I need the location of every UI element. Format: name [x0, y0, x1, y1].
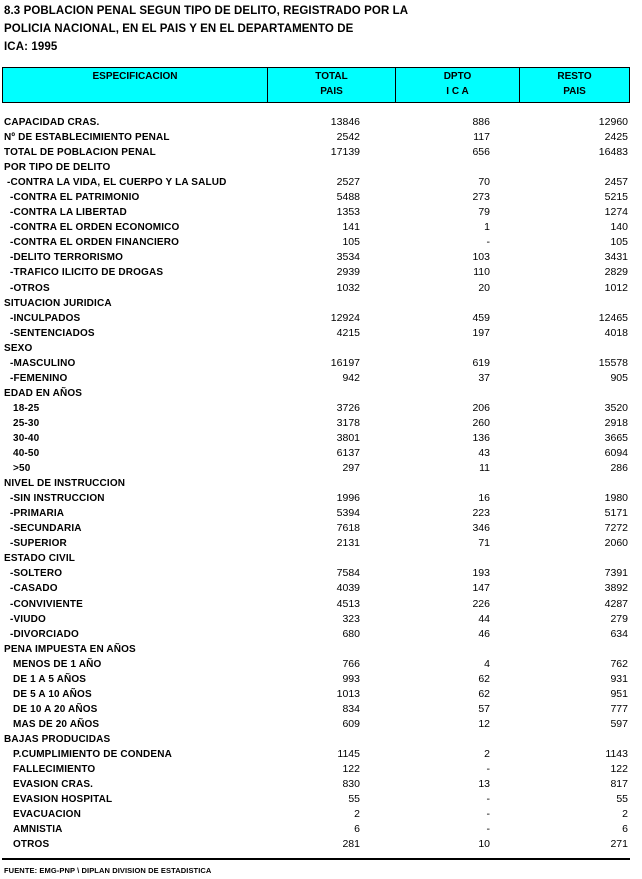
total-pais-value: 16197 [330, 356, 360, 369]
dpto-ica-value: 103 [472, 251, 490, 264]
table-row [0, 551, 642, 566]
row-label: -CONTRA EL ORDEN ECONOMICO [10, 222, 180, 234]
resto-pais-value: 951 [610, 687, 628, 700]
table-row [0, 702, 642, 717]
resto-pais-value: 777 [610, 702, 628, 715]
dpto-ica-value: 46 [478, 627, 490, 640]
table-row [0, 581, 642, 596]
total-pais-value: 4215 [336, 326, 360, 339]
row-label: CAPACIDAD CRAS. [4, 117, 100, 128]
total-pais-value: 6137 [336, 447, 360, 460]
total-pais-value: 830 [342, 778, 360, 791]
row-label: -TRAFICO ILICITO DE DROGAS [10, 267, 164, 279]
resto-pais-value: 122 [610, 763, 628, 776]
table-row [0, 566, 642, 581]
dpto-ica-value: 70 [478, 176, 490, 189]
total-pais-value: 105 [342, 236, 360, 249]
dpto-ica-value: 71 [478, 537, 490, 550]
row-label: BAJAS PRODUCIDAS [4, 733, 111, 745]
row-label: -SIN INSTRUCCION [10, 493, 105, 505]
table-row [0, 672, 642, 687]
total-pais-value: 1013 [336, 687, 360, 700]
row-label: -DELITO TERRORISMO [10, 252, 124, 264]
table-row [0, 401, 642, 416]
table-row [0, 311, 642, 326]
row-label: -PRIMARIA [10, 508, 65, 520]
table-title [4, 2, 434, 56]
dpto-ica-value: 1 [484, 221, 490, 234]
total-pais-value: 2527 [336, 176, 360, 189]
total-pais-value: 7618 [336, 522, 360, 535]
total-pais-value: 17139 [330, 146, 360, 159]
resto-pais-value: 2829 [604, 266, 628, 279]
row-label: NIVEL DE INSTRUCCION [4, 478, 126, 490]
dpto-ica-value: 147 [472, 582, 490, 595]
resto-pais-value: 140 [610, 221, 628, 234]
resto-pais-value: 105 [610, 236, 628, 249]
row-label: -CONTRA LA LIBERTAD [10, 207, 127, 219]
dpto-ica-value: 346 [472, 522, 490, 535]
resto-pais-value: 2060 [604, 537, 628, 550]
table-row [0, 175, 642, 190]
row-label: AMNISTIA [13, 824, 63, 836]
dpto-ica-value: 459 [472, 311, 490, 324]
header-especificacion: ESPECIFICACION [92, 71, 178, 82]
table-bottom-rule [2, 858, 630, 860]
dpto-ica-value: - [486, 793, 490, 806]
table-header [2, 67, 630, 103]
table-row [0, 687, 642, 702]
dpto-ica-value: 260 [472, 416, 490, 429]
row-label: EDAD EN AÑOS [4, 387, 83, 399]
dpto-ica-value: 273 [472, 191, 490, 204]
row-label: -CONTRA EL PATRIMONIO [10, 192, 140, 204]
dpto-ica-value: 13 [478, 778, 490, 791]
total-pais-value: 609 [342, 717, 360, 730]
resto-pais-value: 12960 [598, 116, 628, 128]
resto-pais-value: 7391 [604, 567, 628, 580]
total-pais-value: 55 [348, 793, 360, 806]
table-row [0, 822, 642, 837]
resto-pais-value: 905 [610, 371, 628, 384]
resto-pais-value: 5171 [604, 507, 628, 520]
table-row [0, 642, 642, 657]
dpto-ica-value: 12 [478, 717, 490, 730]
dpto-ica-value: 656 [472, 146, 490, 159]
dpto-ica-value: 117 [473, 131, 490, 144]
resto-pais-value: 2918 [604, 416, 628, 429]
table-row [0, 265, 642, 280]
header-total-pais: TOTAL PAIS [267, 68, 395, 102]
total-pais-value: 3534 [336, 251, 360, 264]
table-row [0, 145, 642, 160]
table-row [0, 431, 642, 446]
row-label: -INCULPADOS [10, 312, 81, 324]
table-row [0, 536, 642, 551]
row-label: 30-40 [13, 432, 40, 444]
total-pais-value: 141 [342, 221, 360, 234]
row-label: -SUPERIOR [10, 538, 67, 550]
total-pais-value: 4039 [336, 582, 360, 595]
resto-pais-value: 12465 [598, 311, 628, 324]
table-row [0, 627, 642, 642]
title-line-2: POLICIA NACIONAL, EN EL PAIS Y EN EL DEPARTAMENTO DE [4, 23, 354, 35]
dpto-ica-value: 43 [478, 447, 490, 460]
title-line-3: ICA: 1995 [4, 41, 58, 53]
row-label: -CONTRA LA VIDA, EL CUERPO Y LA SALUD [7, 177, 227, 189]
row-label: Nº DE ESTABLECIMIENTO PENAL [4, 132, 170, 144]
dpto-ica-value: 44 [478, 612, 490, 625]
total-pais-value: 1145 [337, 747, 360, 760]
row-label: SITUACION JURIDICA [4, 297, 112, 309]
dpto-ica-value: 11 [479, 462, 490, 475]
table-row [0, 446, 642, 461]
resto-pais-value: 2457 [604, 176, 628, 189]
title-line-1: 8.3 POBLACION PENAL SEGUN TIPO DE DELITO, REGISTRADO POR LA [4, 5, 409, 17]
dpto-ica-value: 57 [478, 702, 490, 715]
table-row [0, 792, 642, 807]
resto-pais-value: 271 [610, 838, 628, 851]
total-pais-value: 5394 [336, 507, 360, 520]
resto-pais-value: 1143 [605, 747, 628, 760]
row-label: EVASION CRAS. [13, 779, 94, 791]
table-row [0, 235, 642, 250]
row-label: DE 5 A 10 AÑOS [13, 688, 92, 700]
resto-pais-value: 931 [610, 672, 628, 685]
dpto-ica-value: 62 [478, 672, 490, 685]
row-label: -SOLTERO [10, 568, 63, 580]
table-row [0, 657, 642, 672]
row-label: MENOS DE 1 AÑO [13, 658, 102, 670]
source-note: FUENTE: EMG-PNP \ DIPLAN DIVISION DE ESTADISTICA [4, 866, 212, 875]
resto-pais-value: 16483 [598, 146, 628, 159]
total-pais-value: 1353 [336, 206, 360, 219]
row-label: 25-30 [13, 417, 40, 429]
resto-pais-value: 6 [622, 823, 628, 836]
table-row [0, 461, 642, 476]
resto-pais-value: 4018 [604, 326, 628, 339]
total-pais-value: 13846 [330, 116, 360, 128]
row-label: -CONVIVIENTE [10, 598, 83, 610]
table-row [0, 777, 642, 792]
table-row [0, 115, 642, 130]
dpto-ica-value: 193 [472, 567, 490, 580]
header-resto-pais: RESTO PAIS [519, 68, 629, 102]
row-label: FALLECIMIENTO [13, 764, 96, 776]
dpto-ica-value: 16 [478, 492, 490, 505]
total-pais-value: 3178 [336, 416, 360, 429]
resto-pais-value: 1012 [604, 281, 628, 294]
table-row [0, 807, 642, 822]
resto-pais-value: 2425 [604, 131, 628, 144]
dpto-ica-value: 37 [478, 371, 490, 384]
resto-pais-value: 1274 [604, 206, 628, 219]
row-label: DE 10 A 20 AÑOS [13, 703, 98, 715]
row-label: -CONTRA EL ORDEN FINANCIERO [10, 237, 180, 249]
dpto-ica-value: 136 [472, 431, 490, 444]
header-dpto-ica: DPTO I C A [395, 68, 519, 102]
row-label: TOTAL DE POBLACION PENAL [4, 147, 156, 159]
table-row [0, 220, 642, 235]
total-pais-value: 2 [354, 808, 360, 821]
total-pais-value: 281 [342, 838, 360, 851]
dpto-ica-value: - [486, 763, 490, 776]
row-label: P.CUMPLIMIENTO DE CONDENA [13, 748, 172, 760]
row-label: MAS DE 20 AÑOS [13, 718, 100, 730]
resto-pais-value: 1980 [604, 492, 628, 505]
row-label: -SECUNDARIA [10, 523, 82, 535]
table-row [0, 747, 642, 762]
total-pais-value: 7584 [336, 567, 360, 580]
resto-pais-value: 3520 [604, 401, 628, 414]
table-row [0, 341, 642, 356]
row-label: >50 [13, 463, 31, 475]
total-pais-value: 5488 [336, 191, 360, 204]
table-row [0, 476, 642, 491]
dpto-ica-value: - [486, 236, 490, 249]
dpto-ica-value: 4 [484, 657, 490, 670]
dpto-ica-value: 20 [478, 281, 490, 294]
table-row [0, 190, 642, 205]
table-row [0, 371, 642, 386]
resto-pais-value: 279 [610, 612, 628, 625]
table-row [0, 296, 642, 311]
dpto-ica-value: - [486, 808, 490, 821]
total-pais-value: 993 [342, 672, 360, 685]
dpto-ica-value: 197 [472, 326, 490, 339]
table-row [0, 521, 642, 536]
total-pais-value: 4513 [336, 597, 360, 610]
row-label: EVASION HOSPITAL [13, 794, 113, 806]
dpto-ica-value: 2 [484, 747, 490, 760]
table-row [0, 160, 642, 175]
table-body [0, 115, 642, 852]
dpto-ica-value: 223 [472, 507, 490, 520]
resto-pais-value: 15578 [598, 356, 628, 369]
dpto-ica-value: 62 [478, 687, 490, 700]
total-pais-value: 834 [342, 702, 360, 715]
dpto-ica-value: 886 [472, 116, 490, 128]
total-pais-value: 766 [342, 657, 360, 670]
total-pais-value: 1032 [336, 281, 360, 294]
row-label: -DIVORCIADO [10, 628, 79, 640]
table-row [0, 837, 642, 852]
resto-pais-value: 55 [616, 793, 628, 806]
dpto-ica-value: 10 [478, 838, 490, 851]
dpto-ica-value: - [486, 823, 490, 836]
total-pais-value: 1996 [336, 492, 360, 505]
dpto-ica-value: 79 [478, 206, 490, 219]
resto-pais-value: 762 [610, 657, 628, 670]
resto-pais-value: 3431 [604, 251, 628, 264]
total-pais-value: 2939 [336, 266, 360, 279]
row-label: SEXO [4, 342, 33, 354]
table-row [0, 597, 642, 612]
resto-pais-value: 5215 [604, 191, 628, 204]
row-label: OTROS [13, 839, 50, 851]
dpto-ica-value: 110 [473, 266, 490, 279]
table-row [0, 491, 642, 506]
table-row [0, 326, 642, 341]
row-label: EVACUACION [13, 809, 81, 821]
total-pais-value: 680 [342, 627, 360, 640]
table-row [0, 205, 642, 220]
total-pais-value: 942 [342, 371, 360, 384]
total-pais-value: 6 [354, 823, 360, 836]
table-row [0, 762, 642, 777]
resto-pais-value: 3892 [604, 582, 628, 595]
row-label: 40-50 [13, 448, 40, 460]
row-label: ESTADO CIVIL [4, 553, 76, 565]
resto-pais-value: 4287 [604, 597, 628, 610]
total-pais-value: 3726 [336, 401, 360, 414]
table-row [0, 386, 642, 401]
table-row [0, 732, 642, 747]
table-row [0, 356, 642, 371]
dpto-ica-value: 226 [472, 597, 490, 610]
total-pais-value: 2131 [336, 537, 360, 550]
total-pais-value: 323 [342, 612, 360, 625]
resto-pais-value: 817 [610, 778, 628, 791]
row-label: PENA IMPUESTA EN AÑOS [4, 643, 136, 655]
dpto-ica-value: 206 [472, 401, 490, 414]
row-label: -VIUDO [10, 613, 46, 625]
resto-pais-value: 3665 [604, 431, 628, 444]
row-label: -OTROS [10, 282, 50, 294]
table-row [0, 250, 642, 265]
table-row [0, 506, 642, 521]
total-pais-value: 297 [342, 462, 360, 475]
total-pais-value: 2542 [336, 131, 360, 144]
row-label: -FEMENINO [10, 372, 68, 384]
resto-pais-value: 7272 [604, 522, 628, 535]
row-label: POR TIPO DE DELITO [4, 162, 111, 174]
dpto-ica-value: 619 [472, 356, 490, 369]
resto-pais-value: 2 [622, 808, 628, 821]
table-row [0, 612, 642, 627]
resto-pais-value: 597 [610, 717, 628, 730]
row-label: -MASCULINO [10, 357, 76, 369]
table-row [0, 717, 642, 732]
total-pais-value: 3801 [336, 431, 360, 444]
resto-pais-value: 286 [610, 462, 628, 475]
resto-pais-value: 6094 [604, 447, 628, 460]
row-label: DE 1 A 5 AÑOS [13, 673, 87, 685]
total-pais-value: 122 [342, 763, 360, 776]
table-row [0, 281, 642, 296]
table-row [0, 416, 642, 431]
row-label: 18-25 [13, 402, 40, 414]
total-pais-value: 12924 [330, 311, 360, 324]
resto-pais-value: 634 [610, 627, 628, 640]
row-label: -CASADO [10, 583, 58, 595]
table-row [0, 130, 642, 145]
row-label: -SENTENCIADOS [10, 327, 95, 339]
